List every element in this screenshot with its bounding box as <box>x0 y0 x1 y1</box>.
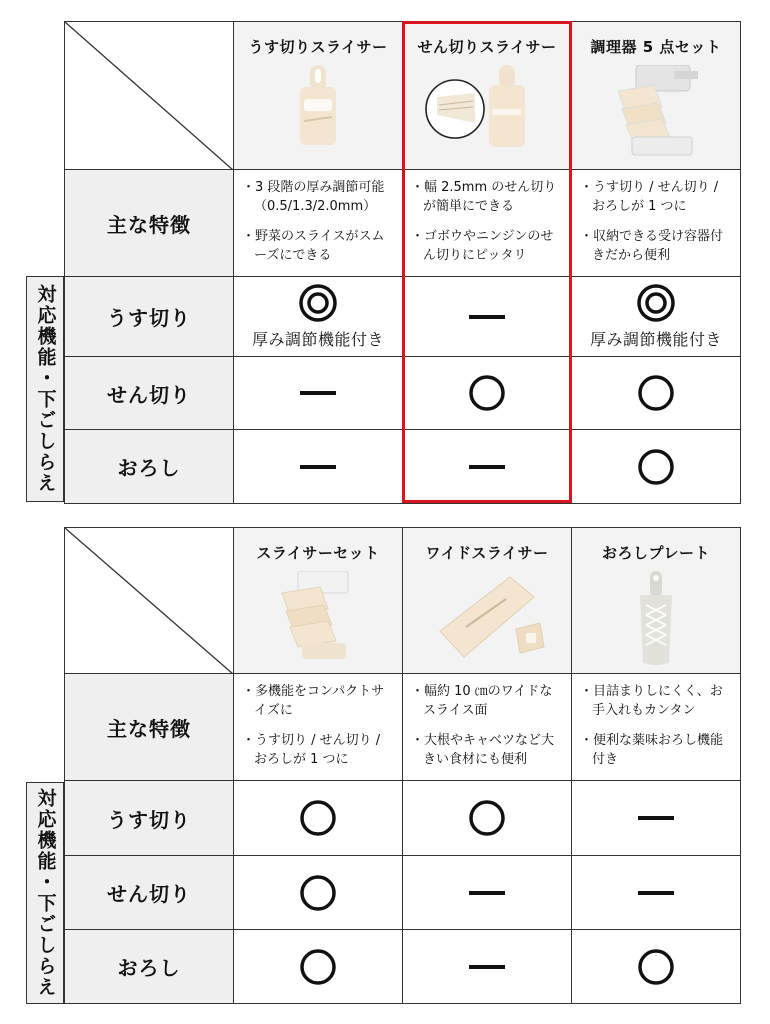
feature-item: ・多機能をコンパクトサイズに <box>242 684 385 718</box>
feature-row-label: 主な特徴 <box>65 674 234 781</box>
mark-cell <box>403 930 572 1004</box>
feature-item: ・収納できる受け容器付きだから便利 <box>580 229 724 263</box>
mark-cell <box>403 781 572 856</box>
feature-item: ・ゴボウやニンジンのせん切りにピッタリ <box>411 229 554 263</box>
product-name: スライサーセット <box>256 544 380 562</box>
mark-cell <box>572 930 741 1004</box>
mark-cell <box>403 856 572 930</box>
side-label: 対応機能・下ごしらえ <box>34 284 57 494</box>
feature-row-label: 主な特徴 <box>65 170 234 277</box>
function-label: せん切り <box>65 357 234 430</box>
mark-cell <box>234 781 403 856</box>
feature-item: ・目詰まりしにくく、お手入れもカンタン <box>580 684 723 718</box>
mark-cell <box>572 856 741 930</box>
julienne-slicer-icon <box>425 65 549 149</box>
mark-note: 厚み調節機能付き <box>589 330 722 349</box>
grater-plate-icon <box>626 571 686 667</box>
diagonal-line <box>65 528 233 674</box>
mark-cell <box>234 430 403 504</box>
double-circle-mark <box>298 283 338 323</box>
feature-cell <box>572 170 741 277</box>
mark-cell <box>403 277 572 357</box>
comparison-section-1 <box>0 0 770 510</box>
product-name: 調理器 5 点セット <box>590 38 722 56</box>
cooker-set-icon <box>596 65 716 157</box>
feature-item: ・大根やキャベツなど大きい食材にも便利 <box>411 733 555 767</box>
feature-item: ・幅 2.5mm のせん切りが簡単にできる <box>411 180 557 214</box>
feature-cell <box>572 674 741 781</box>
product-header <box>234 22 403 170</box>
circle-mark <box>298 873 338 913</box>
function-label: うす切り <box>65 781 234 856</box>
side-label: 対応機能・下ごしらえ <box>34 788 57 998</box>
circle-mark <box>636 373 676 413</box>
feature-cell <box>403 170 572 277</box>
function-label: おろし <box>65 430 234 504</box>
feature-item: ・うす切り / せん切り / おろしが 1 つに <box>242 733 381 767</box>
product-name: おろしプレート <box>602 544 710 562</box>
double-circle-mark <box>636 283 676 323</box>
comparison-table-2 <box>64 527 741 1004</box>
mark-cell <box>234 277 403 357</box>
dash-mark <box>638 814 674 822</box>
mark-cell <box>572 277 741 357</box>
feature-cell <box>234 170 403 277</box>
function-label: せん切り <box>65 856 234 930</box>
product-header <box>403 22 572 170</box>
side-label-box <box>26 276 64 502</box>
circle-mark <box>298 798 338 838</box>
dash-mark <box>469 313 505 321</box>
feature-cell <box>234 674 403 781</box>
mark-cell <box>403 357 572 430</box>
slicer-set-icon <box>268 571 368 663</box>
dash-mark <box>469 463 505 471</box>
product-header <box>234 528 403 674</box>
dash-mark <box>300 463 336 471</box>
mark-cell <box>234 357 403 430</box>
feature-item: ・幅約 10 ㎝のワイドなスライス面 <box>411 684 553 718</box>
dash-mark <box>469 889 505 897</box>
function-label: うす切り <box>65 277 234 357</box>
circle-mark <box>467 373 507 413</box>
corner-cell <box>65 22 234 170</box>
product-header <box>572 22 741 170</box>
dash-mark <box>469 963 505 971</box>
feature-item: ・3 段階の厚み調節可能（0.5/1.3/2.0mm） <box>242 180 385 214</box>
mark-cell <box>572 430 741 504</box>
circle-mark <box>636 947 676 987</box>
mark-cell <box>234 930 403 1004</box>
mark-cell <box>572 357 741 430</box>
comparison-section-2 <box>0 520 770 1024</box>
dash-mark <box>300 389 336 397</box>
function-label: おろし <box>65 930 234 1004</box>
feature-item: ・うす切り / せん切り / おろしが 1 つに <box>580 180 719 214</box>
product-header <box>403 528 572 674</box>
product-header <box>572 528 741 674</box>
product-name: うす切りスライサー <box>248 38 388 56</box>
dash-mark <box>638 889 674 897</box>
corner-cell <box>65 528 234 674</box>
side-label-box <box>26 782 64 1004</box>
mark-cell <box>234 856 403 930</box>
thin-slicer-icon <box>288 65 348 147</box>
product-name: ワイドスライサー <box>425 544 549 562</box>
product-name: せん切りスライサー <box>417 38 557 56</box>
diagonal-line <box>65 22 233 170</box>
circle-mark <box>298 947 338 987</box>
feature-item: ・便利な薬味おろし機能付き <box>580 733 724 767</box>
mark-cell <box>572 781 741 856</box>
circle-mark <box>467 798 507 838</box>
mark-cell <box>403 430 572 504</box>
feature-cell <box>403 674 572 781</box>
wide-slicer-icon <box>422 571 552 663</box>
mark-note: 厚み調節機能付き <box>251 330 384 349</box>
feature-item: ・野菜のスライスがスムーズにできる <box>242 229 385 263</box>
circle-mark <box>636 447 676 487</box>
comparison-table-1 <box>64 21 741 504</box>
